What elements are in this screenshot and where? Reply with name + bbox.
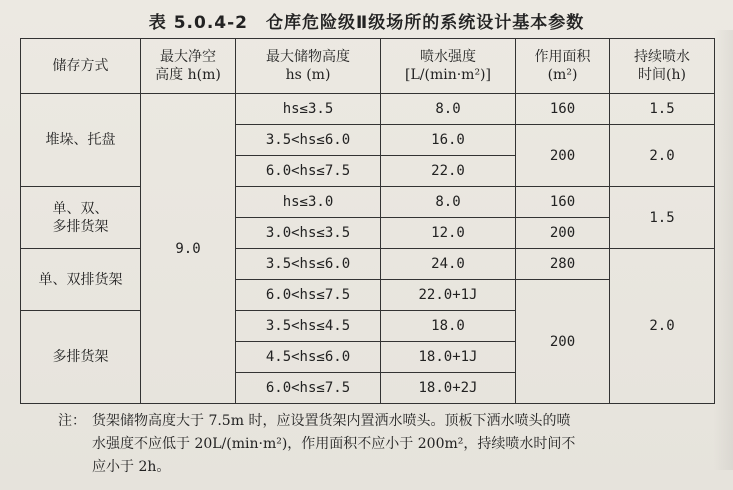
header-clear-height: 最大净空 高度 h(m): [141, 39, 236, 94]
duration-cell: 2.0: [610, 125, 715, 187]
note-line-1: 货架储物高度大于 7.5m 时，应设置货架内置洒水喷头。顶板下洒水喷头的喷: [92, 413, 571, 429]
header-intensity: 喷水强度 [L/(min·m²)]: [381, 39, 516, 94]
note-lead: 注：: [58, 413, 86, 429]
header-duration: 持续喷水 时间(h): [610, 39, 715, 94]
hs-cell: 6.0<hs≤7.5: [236, 280, 381, 311]
note-line-2: 水强度不应低于 20L/(min·m²)，作用面积不应小于 200m²，持续喷水时间不: [92, 436, 576, 452]
area-cell: 280: [516, 249, 610, 280]
area-cell: 200: [516, 125, 610, 187]
hs-cell: 3.5<hs≤6.0: [236, 125, 381, 156]
intensity-cell: 18.0+1J: [381, 342, 516, 373]
header-area: 作用面积 (m²): [516, 39, 610, 94]
area-cell: 160: [516, 187, 610, 218]
hs-cell: hs≤3.0: [236, 187, 381, 218]
design-parameter-table: [20, 38, 715, 404]
clear-height-value: 9.0: [141, 94, 236, 404]
note-line-3: 应小于 2h。: [92, 459, 171, 475]
duration-cell: 1.5: [610, 94, 715, 125]
table-row: [21, 249, 715, 280]
table-title: 表 5.0.4-2 仓库危险级Ⅱ级场所的系统设计基本参数: [148, 13, 585, 33]
intensity-cell: 12.0: [381, 218, 516, 249]
area-cell: 160: [516, 94, 610, 125]
intensity-cell: 16.0: [381, 125, 516, 156]
area-cell: 200: [516, 280, 610, 404]
duration-cell: 2.0: [610, 249, 715, 404]
area-cell: 200: [516, 218, 610, 249]
hs-cell: 3.5<hs≤4.5: [236, 311, 381, 342]
intensity-cell: 22.0+1J: [381, 280, 516, 311]
group-racks-multi: 多排货架: [21, 311, 141, 404]
header-storage-height: 最大储物高度 hs (m): [236, 39, 381, 94]
intensity-cell: 8.0: [381, 187, 516, 218]
group-racks-single-double-multi: 单、双、 多排货架: [21, 187, 141, 249]
hs-cell: 6.0<hs≤7.5: [236, 373, 381, 404]
hs-cell: 4.5<hs≤6.0: [236, 342, 381, 373]
intensity-cell: 8.0: [381, 94, 516, 125]
table-row: [21, 187, 715, 218]
intensity-cell: 18.0: [381, 311, 516, 342]
intensity-cell: 24.0: [381, 249, 516, 280]
group-racks-single-double: 单、双排货架: [21, 249, 141, 311]
page-edge-shadow: [713, 30, 733, 470]
hs-cell: 3.0<hs≤3.5: [236, 218, 381, 249]
hs-cell: 3.5<hs≤6.0: [236, 249, 381, 280]
header-row: [21, 39, 715, 94]
table-row: [21, 94, 715, 125]
hs-cell: 6.0<hs≤7.5: [236, 156, 381, 187]
table-note: [58, 410, 723, 479]
header-storage: 储存方式: [21, 39, 141, 94]
duration-cell: 1.5: [610, 187, 715, 249]
intensity-cell: 22.0: [381, 156, 516, 187]
hs-cell: hs≤3.5: [236, 94, 381, 125]
intensity-cell: 18.0+2J: [381, 373, 516, 404]
group-stack-pallet: 堆垛、托盘: [21, 94, 141, 187]
